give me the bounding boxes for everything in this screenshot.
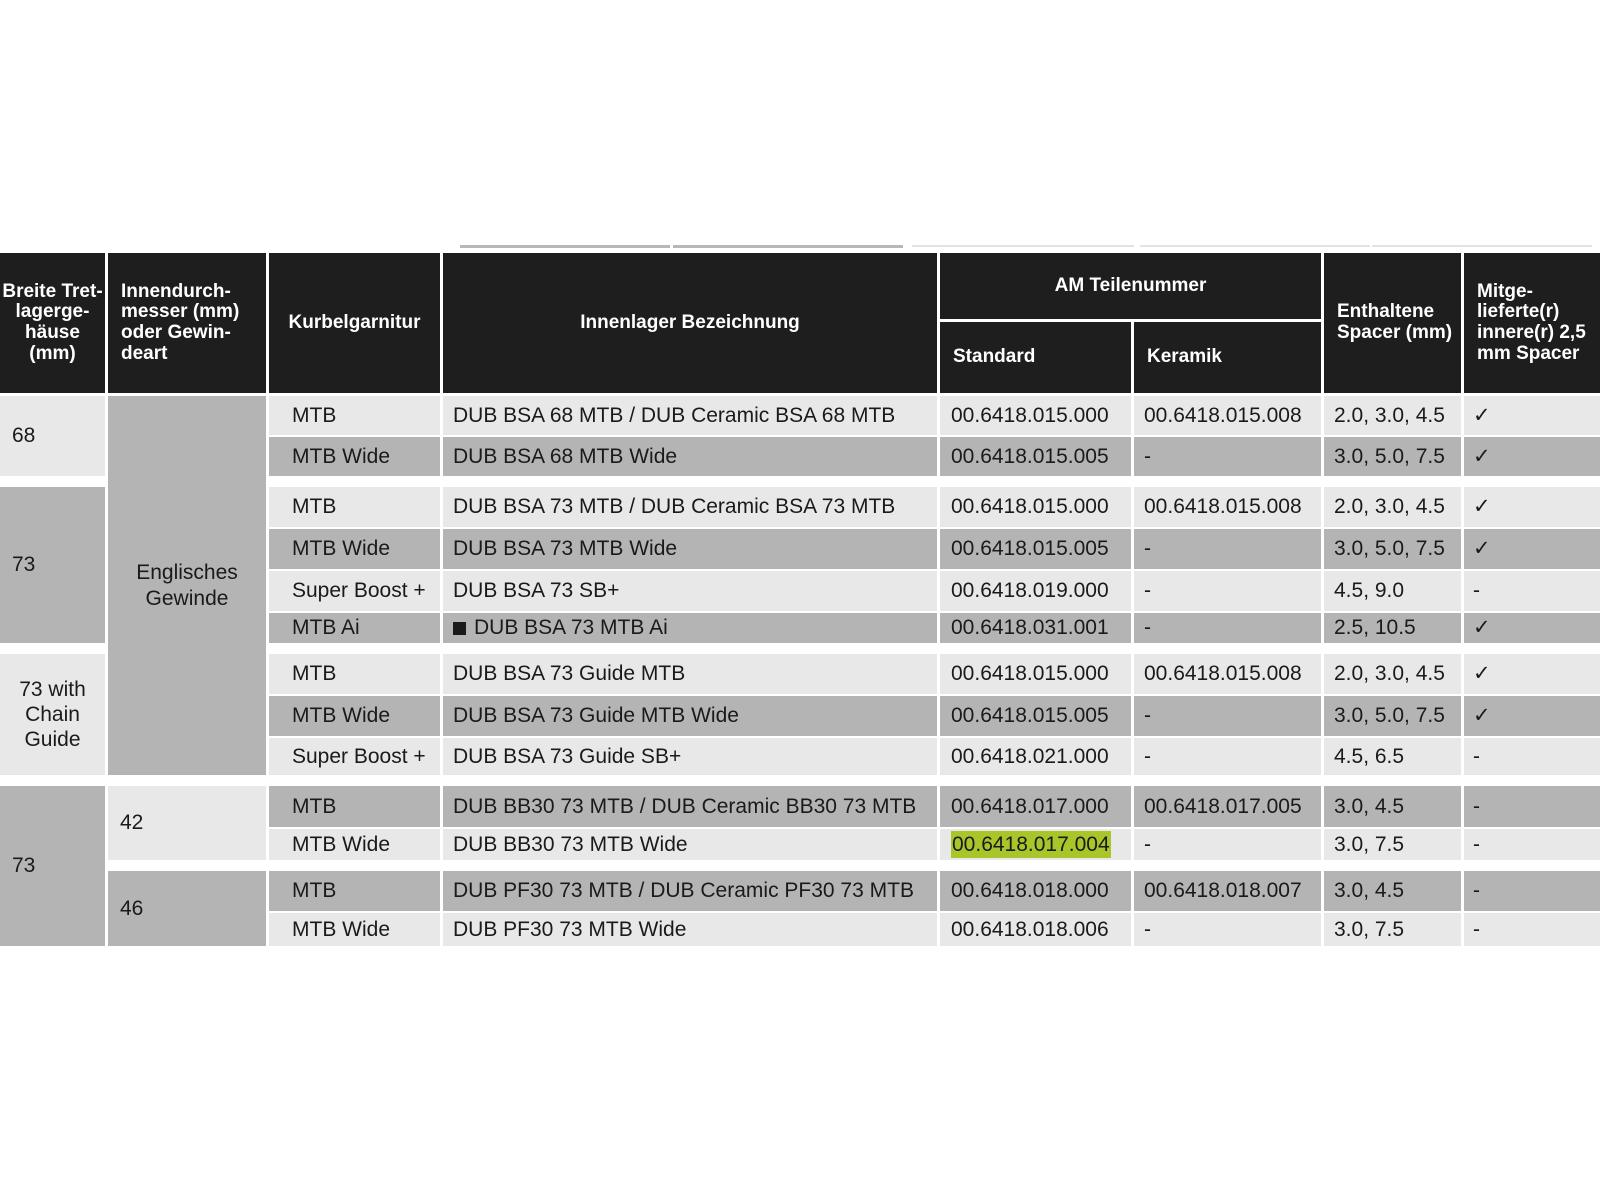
cell-inner [1464,654,1600,694]
top-divider [0,245,1600,249]
cell-crank-value: MTB Wide [292,917,391,941]
thread-group-label: Englisches Gewinde [136,561,238,610]
header-standard-label: Standard [953,346,1036,368]
cell-inner [1464,829,1600,860]
cell-inner-value: - [1473,794,1480,818]
cell-cer [1134,696,1321,736]
cell-inner-value: - [1473,832,1480,856]
cell-std [940,696,1131,736]
cell-inner [1464,487,1600,527]
cell-name-value: DUB PF30 73 MTB Wide [453,917,687,941]
cell-spacers-value: 3.0, 5.0, 7.5 [1334,704,1445,728]
cell-cer-value: - [1144,537,1151,561]
cell-std [940,871,1131,911]
tab-divider [912,245,1134,247]
header-inner-diameter-label: Innendurch-messer (mm) oder Gewin-deart [121,280,240,364]
cell-cer-value: 00.6418.017.005 [1144,794,1302,818]
cell-crank-value: MTB [292,879,337,903]
width-group-label: 73 [12,553,36,577]
cell-name [443,696,937,736]
cell-spacers-value: 3.0, 4.5 [1334,794,1405,818]
cell-cer-value: - [1144,832,1151,856]
cell-std [940,487,1131,527]
cell-spacers [1324,613,1461,643]
cell-spacers-value: 4.5, 6.5 [1334,744,1405,768]
square-bullet-icon [453,622,466,635]
header-ceramic [1134,322,1321,393]
cell-name-value: DUB BSA 73 MTB Wide [453,537,678,561]
cell-crank-value: MTB Wide [292,537,391,561]
cell-std-value: 00.6418.015.005 [951,537,1109,561]
cell-crank-value: MTB Wide [292,704,391,728]
cell-cer-value: 00.6418.015.008 [1144,662,1302,686]
cell-inner [1464,786,1600,827]
cell-crank [269,786,440,827]
header-am-part-number [940,253,1321,319]
cell-inner [1464,571,1600,611]
cell-name [443,786,937,827]
cell-crank-value: MTB [292,403,337,427]
cell-std [940,913,1131,946]
cell-inner-value: ✓ [1473,616,1491,640]
cell-crank [269,529,440,569]
cell-std-value: 00.6418.019.000 [951,579,1109,603]
cell-inner-value: ✓ [1473,704,1491,728]
cell-crank-value: MTB [292,794,337,818]
cell-spacers [1324,696,1461,736]
cell-inner-value: - [1473,879,1480,903]
cell-std-value: 00.6418.015.000 [951,495,1109,519]
cell-cer-value: - [1144,444,1151,468]
cell-std [940,571,1131,611]
cell-inner [1464,613,1600,643]
cell-spacers [1324,829,1461,860]
cell-crank-value: MTB [292,495,337,519]
diameter-group-42 [108,786,266,860]
cell-std-value: 00.6418.021.000 [951,744,1109,768]
cell-cer-value: 00.6418.015.008 [1144,403,1302,427]
cell-spacers [1324,786,1461,827]
cell-name [443,913,937,946]
cell-inner-value: ✓ [1473,537,1491,561]
cell-name [443,829,937,860]
cell-name [443,613,937,643]
width-group-label: 73 [12,854,36,878]
cell-spacers [1324,437,1461,476]
width-group-label: 68 [12,424,36,448]
cell-cer-value: - [1144,704,1151,728]
cell-crank [269,696,440,736]
cell-crank [269,571,440,611]
cell-cer [1134,786,1321,827]
cell-name-value: DUB BSA 73 Guide MTB Wide [453,704,739,728]
cell-crank [269,738,440,775]
header-ceramic-label: Keramik [1147,346,1222,368]
cell-crank [269,437,440,476]
cell-inner-value: - [1473,917,1480,941]
cell-name [443,396,937,435]
cell-spacers-value: 2.5, 10.5 [1334,616,1416,640]
header-inner-spacer [1464,253,1600,393]
cell-cer [1134,487,1321,527]
header-crankset [269,253,440,393]
cell-cer [1134,913,1321,946]
cell-inner [1464,871,1600,911]
cell-crank [269,654,440,694]
cell-crank-value: MTB Ai [292,616,360,640]
cell-std [940,654,1131,694]
cell-cer-value: - [1144,744,1151,768]
cell-crank-value: Super Boost + [292,579,426,603]
header-spacers-label: Enthaltene Spacer (mm) [1337,301,1453,343]
highlighted-part-number: 00.6418.017.004 [951,831,1111,858]
tab-divider [1140,245,1370,247]
cell-crank [269,613,440,643]
cell-std [940,829,1131,860]
cell-cer [1134,738,1321,775]
cell-cer [1134,396,1321,435]
cell-std-value: 00.6418.015.000 [951,403,1109,427]
cell-name [443,871,937,911]
cell-spacers [1324,487,1461,527]
cell-cer-value: - [1144,917,1151,941]
cell-spacers-value: 2.0, 3.0, 4.5 [1334,495,1445,519]
cell-std [940,786,1131,827]
cell-crank [269,396,440,435]
cell-cer [1134,571,1321,611]
cell-spacers [1324,738,1461,775]
cell-spacers [1324,871,1461,911]
cell-std-value: 00.6418.015.005 [951,444,1109,468]
cell-std [940,529,1131,569]
width-group-68 [0,396,105,476]
cell-std-value: 00.6418.018.006 [951,917,1109,941]
header-width-label: Breite Tret-lagerge-häuse (mm) [2,280,103,364]
cell-cer [1134,829,1321,860]
cell-crank [269,829,440,860]
header-spacers [1324,253,1461,393]
cell-name-value: DUB BSA 73 Guide SB+ [453,744,682,768]
cell-inner [1464,437,1600,476]
cell-inner-value: ✓ [1473,662,1491,686]
tab-divider [1372,245,1592,247]
cell-name [443,437,937,476]
width-group-73 [0,487,105,643]
width-group-73-press-fit [0,786,105,946]
cell-inner [1464,529,1600,569]
cell-name [443,529,937,569]
cell-crank [269,871,440,911]
header-crankset-label: Kurbelgarnitur [288,311,421,333]
cell-spacers [1324,396,1461,435]
cell-name [443,654,937,694]
diameter-group-label: 42 [120,811,144,835]
cell-cer-value: - [1144,616,1151,640]
cell-std-value: 00.6418.031.001 [951,616,1109,640]
cell-crank-value: Super Boost + [292,744,426,768]
cell-name-value: DUB BB30 73 MTB / DUB Ceramic BB30 73 MTB [453,794,917,818]
tab-indicator [673,245,903,248]
header-bottom-bracket [443,253,937,393]
cell-spacers-value: 2.0, 3.0, 4.5 [1334,662,1445,686]
cell-std-value: 00.6418.015.000 [951,662,1109,686]
cell-name [443,738,937,775]
cell-std-value: 00.6418.015.005 [951,704,1109,728]
cell-inner [1464,738,1600,775]
tab-indicator [460,245,670,248]
cell-spacers [1324,654,1461,694]
cell-name-value: DUB BSA 73 SB+ [453,579,620,603]
header-bottom-bracket-label: Innenlager Bezeichnung [580,311,800,333]
cell-std [940,613,1131,643]
header-width [0,253,105,393]
cell-name-value: DUB BSA 73 Guide MTB [453,662,686,686]
cell-name [443,571,937,611]
header-am-part-number-label: AM Teilenummer [1054,274,1207,296]
cell-cer [1134,613,1321,643]
cell-inner [1464,396,1600,435]
cell-spacers-value: 3.0, 7.5 [1334,917,1405,941]
cell-spacers-value: 3.0, 4.5 [1334,879,1405,903]
cell-spacers [1324,913,1461,946]
cell-spacers-value: 3.0, 5.0, 7.5 [1334,444,1445,468]
cell-cer [1134,871,1321,911]
cell-std-value: 00.6418.018.000 [951,879,1109,903]
cell-name-value: DUB BSA 68 MTB Wide [453,444,678,468]
cell-crank [269,913,440,946]
cell-spacers-value: 4.5, 9.0 [1334,579,1405,603]
cell-std [940,738,1131,775]
cell-spacers-value: 2.0, 3.0, 4.5 [1334,403,1445,427]
bottom-bracket-table [0,253,1600,946]
cell-inner-value: ✓ [1473,403,1491,427]
cell-name [443,487,937,527]
width-group-label: 73 with Chain Guide [19,677,86,752]
cell-inner-value: ✓ [1473,495,1491,519]
cell-crank-value: MTB Wide [292,444,391,468]
cell-name-value: DUB PF30 73 MTB / DUB Ceramic PF30 73 MTB [453,879,914,903]
cell-inner-value: ✓ [1473,444,1491,468]
header-inner-diameter [108,253,266,393]
cell-std [940,437,1131,476]
cell-cer [1134,654,1321,694]
diameter-group-label: 46 [120,896,144,920]
cell-std [940,396,1131,435]
header-standard [940,322,1131,393]
diameter-group-46 [108,871,266,946]
cell-cer-value: - [1144,579,1151,603]
cell-name-value: DUB BB30 73 MTB Wide [453,832,688,856]
cell-name-value: DUB BSA 73 MTB Ai [474,616,668,640]
cell-cer-value: 00.6418.015.008 [1144,495,1302,519]
cell-spacers [1324,571,1461,611]
cell-inner-value: - [1473,579,1480,603]
cell-cer [1134,437,1321,476]
cell-name-value: DUB BSA 68 MTB / DUB Ceramic BSA 68 MTB [453,403,896,427]
cell-inner-value: - [1473,744,1480,768]
cell-inner [1464,696,1600,736]
cell-crank-value: MTB Wide [292,832,391,856]
thread-group-english [108,396,266,775]
width-group-73-chain-guide [0,654,105,775]
cell-name-value: DUB BSA 73 MTB / DUB Ceramic BSA 73 MTB [453,495,896,519]
cell-crank [269,487,440,527]
cell-cer-value: 00.6418.018.007 [1144,879,1302,903]
cell-inner [1464,913,1600,946]
cell-spacers-value: 3.0, 7.5 [1334,832,1405,856]
cell-spacers-value: 3.0, 5.0, 7.5 [1334,537,1445,561]
header-inner-spacer-label: Mitge-lieferte(r) innere(r) 2,5 mm Spacer [1477,280,1586,364]
cell-cer [1134,529,1321,569]
cell-std-value: 00.6418.017.000 [951,794,1109,818]
cell-spacers [1324,529,1461,569]
cell-crank-value: MTB [292,662,337,686]
